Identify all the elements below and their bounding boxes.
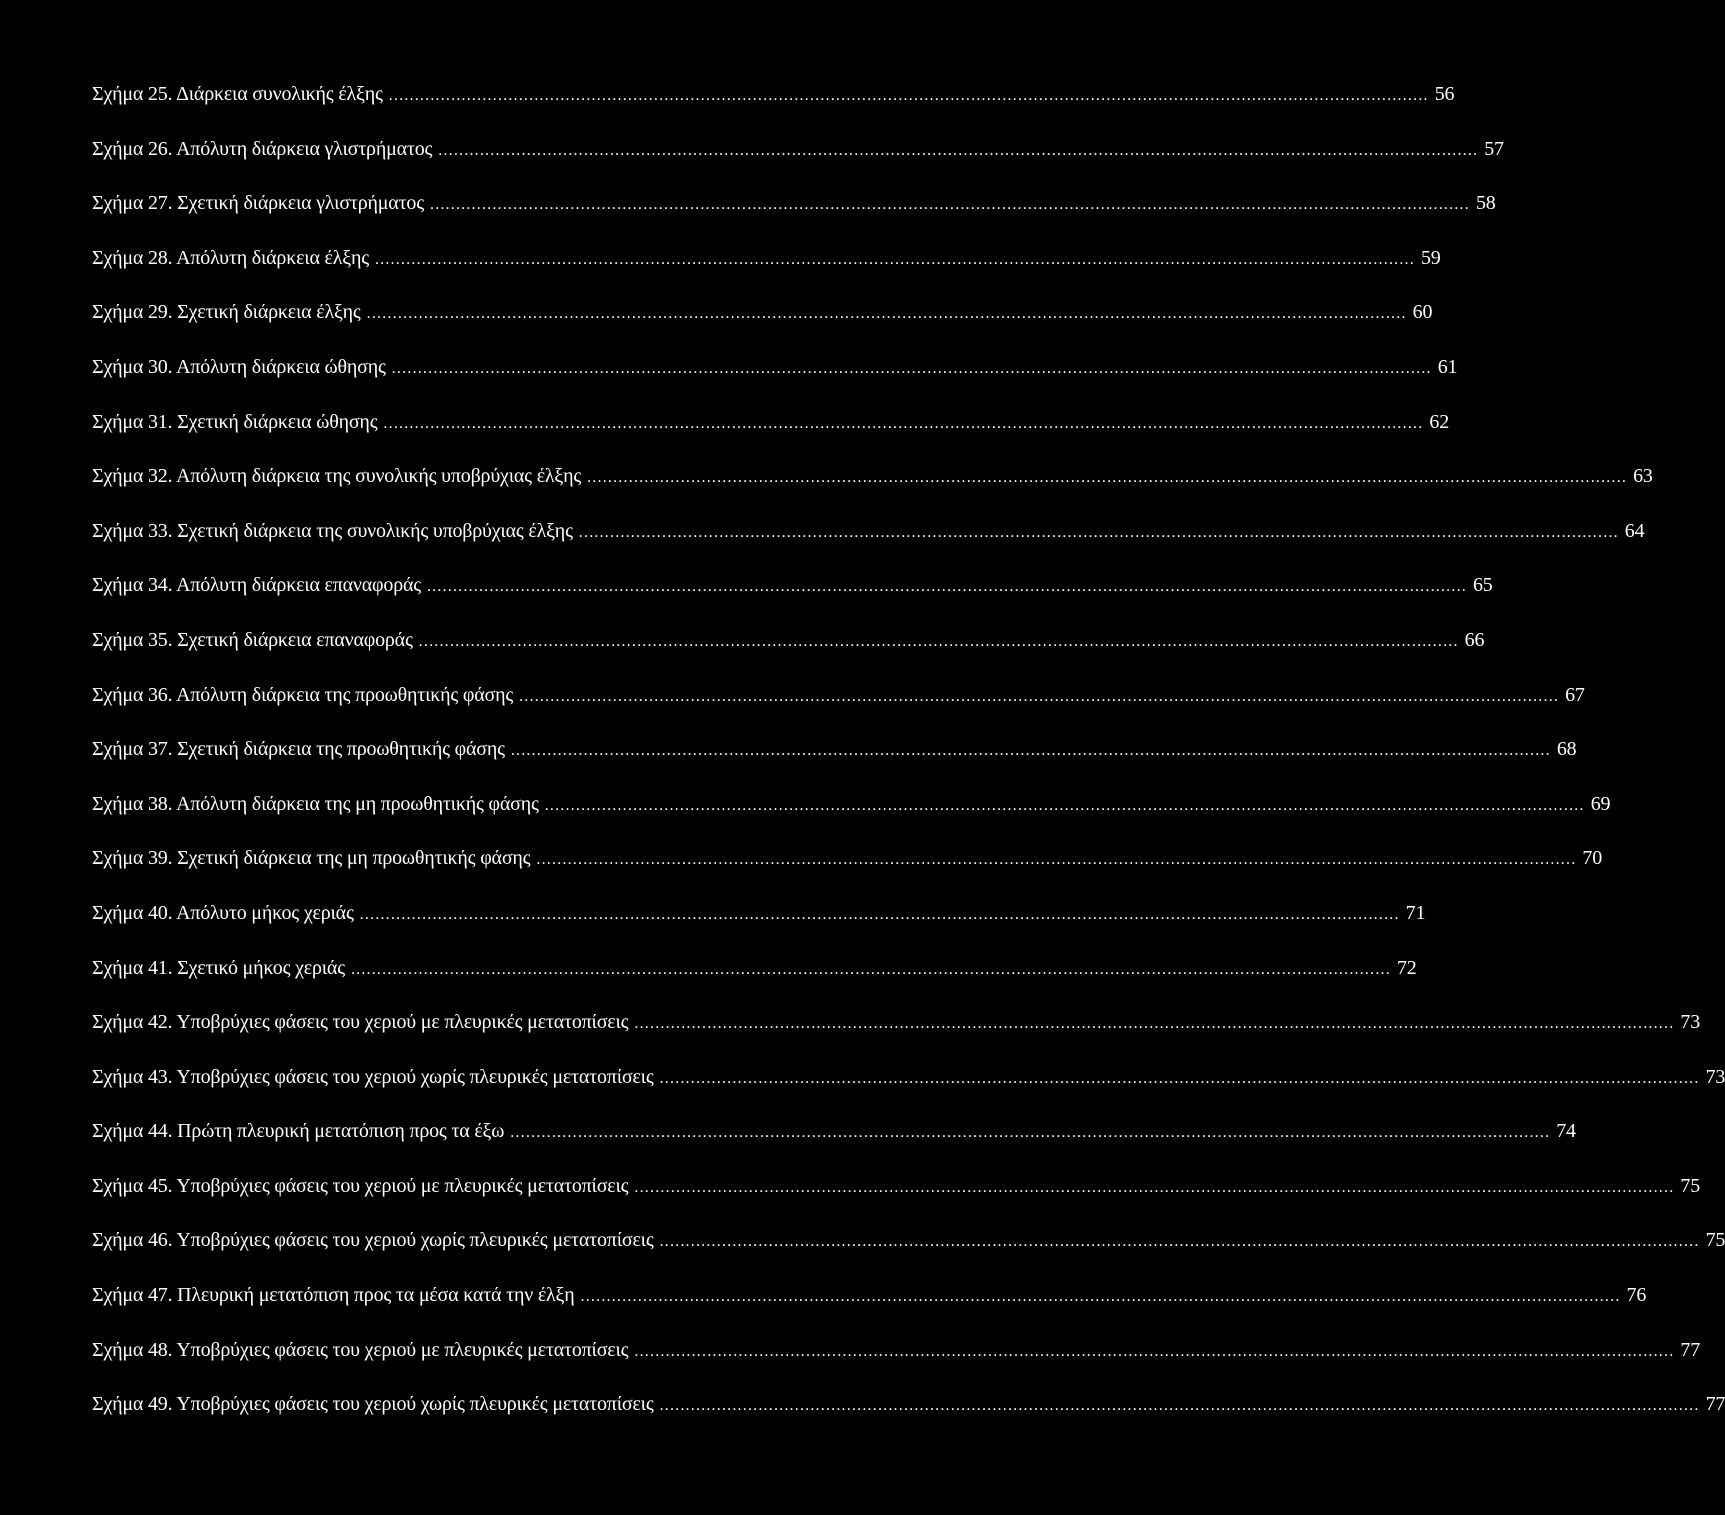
toc-entry-label: Σχήμα 42. Υποβρύχιες φάσεις του χεριού με πλευρικές μετατοπίσεις (92, 1011, 629, 1034)
toc-entry-page-number: 75 (1705, 1229, 1725, 1252)
toc-entry-page-number: 61 (1437, 355, 1458, 378)
toc-entry-label: Σχήμα 27. Σχετική διάρκεια γλιστρήματος (92, 192, 424, 215)
toc-entry[interactable] (92, 1174, 1701, 1230)
toc-entry-label: Σχήμα 45. Υποβρύχιες φάσεις του χεριού με πλευρικές μετατοπίσεις (92, 1174, 629, 1197)
toc-entry-label: Σχήμα 35. Σχετική διάρκεια επαναφοράς (92, 628, 413, 651)
toc-entry[interactable] (92, 956, 1417, 1012)
dot-leader: ........................................................................................................................................................................................................ (510, 742, 1551, 760)
toc-entry[interactable] (92, 465, 1653, 520)
toc-entry[interactable] (92, 1284, 1647, 1339)
toc-entry-label: Σχήμα 28. Απόλυτη διάρκεια έλξης (92, 246, 369, 269)
toc-entry-page-number: 67 (1565, 683, 1585, 706)
toc-entry-label: Σχήμα 37. Σχετική διάρκεια της προωθητικής φάσης (92, 738, 505, 761)
toc-entry[interactable] (92, 683, 1585, 739)
toc-entry-page-number: 69 (1590, 792, 1611, 815)
toc-entry-label: Σχήμα 47. Πλευρική μετατόπιση προς τα μέσα κατά την έλξη (92, 1284, 575, 1307)
dot-leader: ........................................................................................................................................................................................................ (587, 469, 1628, 487)
toc-entry-label: Σχήμα 44. Πρώτη πλευρική μετατόπιση προς τα έξω (92, 1120, 505, 1143)
toc-entry-page-number: 77 (1680, 1338, 1701, 1361)
toc-entry[interactable] (92, 1229, 1725, 1284)
dot-leader: ........................................................................................................................................................................................................ (388, 87, 1429, 104)
toc-entry[interactable] (92, 1393, 1725, 1448)
dot-leader: ........................................................................................................................................................................................................ (438, 141, 1479, 159)
toc-entry[interactable] (92, 1065, 1725, 1121)
toc-entry[interactable] (92, 246, 1441, 302)
toc-entry-page-number: 68 (1556, 738, 1577, 761)
dot-leader: ........................................................................................................................................................................................................ (510, 1124, 1551, 1142)
toc-entry[interactable] (92, 519, 1645, 575)
toc-entry-label: Σχήμα 34. Απόλυτη διάρκεια επαναφοράς (92, 574, 421, 597)
toc-entry-label: Σχήμα 36. Απόλυτη διάρκεια της προωθητικής φάσης (92, 683, 514, 706)
dot-leader: ........................................................................................................................................................................................................ (350, 960, 1391, 978)
toc-entry[interactable] (92, 628, 1485, 684)
toc-entry[interactable] (92, 847, 1602, 902)
dot-leader: ........................................................................................................................................................................................................ (391, 359, 1432, 377)
toc-entry-page-number: 74 (1556, 1120, 1576, 1143)
dot-leader: ........................................................................................................................................................................................................ (659, 1233, 1700, 1251)
toc-entry-page-number: 58 (1475, 192, 1496, 215)
toc-entry-label: Σχήμα 48. Υποβρύχιες φάσεις του χεριού με πλευρικές μετατοπίσεις (92, 1338, 629, 1361)
toc-entry-page-number: 63 (1633, 465, 1653, 488)
dot-leader: ........................................................................................................................................................................................................ (426, 578, 1467, 596)
toc-entry[interactable] (92, 1120, 1576, 1175)
toc-entry-page-number: 66 (1464, 628, 1485, 651)
toc-entry-label: Σχήμα 25. Διάρκεια συνολικής έλξης (92, 83, 383, 105)
toc-entry-page-number: 60 (1412, 301, 1433, 324)
dot-leader: ........................................................................................................................................................................................................ (634, 1342, 1675, 1360)
list-of-figures (92, 83, 1725, 1448)
toc-entry[interactable] (92, 410, 1450, 466)
dot-leader: ........................................................................................................................................................................................................ (519, 687, 1560, 705)
toc-entry-page-number: 73 (1705, 1065, 1725, 1088)
toc-entry-page-number: 71 (1405, 901, 1426, 924)
dot-leader: ........................................................................................................................................................................................................ (374, 250, 1415, 268)
toc-entry-page-number: 75 (1680, 1174, 1701, 1197)
toc-entry-label: Σχήμα 40. Απόλυτο μήκος χεριάς (92, 901, 354, 924)
toc-entry-page-number: 62 (1429, 410, 1450, 433)
dot-leader: ........................................................................................................................................................................................................ (383, 414, 1424, 432)
toc-entry[interactable] (92, 137, 1504, 193)
toc-entry[interactable] (92, 355, 1458, 411)
toc-entry[interactable] (92, 301, 1433, 356)
dot-leader: ........................................................................................................................................................................................................ (366, 305, 1407, 323)
dot-leader: ........................................................................................................................................................................................................ (580, 1288, 1621, 1306)
toc-entry-label: Σχήμα 46. Υποβρύχιες φάσεις του χεριού χωρίς πλευρικές μετατοπίσεις (92, 1229, 654, 1252)
toc-entry-page-number: 70 (1582, 847, 1602, 870)
toc-entry[interactable] (92, 1011, 1701, 1066)
dot-leader: ........................................................................................................................................................................................................ (359, 905, 1400, 923)
toc-entry-page-number: 65 (1472, 574, 1493, 597)
toc-entry-label: Σχήμα 41. Σχετικό μήκος χεριάς (92, 956, 345, 979)
dot-leader: ........................................................................................................................................................................................................ (659, 1397, 1700, 1415)
toc-entry-page-number: 77 (1705, 1393, 1725, 1416)
dot-leader: ........................................................................................................................................................................................................ (418, 632, 1459, 650)
dot-leader: ........................................................................................................................................................................................................ (429, 196, 1470, 214)
toc-entry-page-number: 73 (1680, 1011, 1701, 1034)
toc-entry-label: Σχήμα 38. Απόλυτη διάρκεια της μη προωθητικής φάσης (92, 792, 539, 815)
toc-entry[interactable] (92, 192, 1496, 247)
toc-entry-label: Σχήμα 43. Υποβρύχιες φάσεις του χεριού χωρίς πλευρικές μετατοπίσεις (92, 1065, 654, 1088)
toc-entry[interactable] (92, 1338, 1701, 1394)
toc-entry-label: Σχήμα 39. Σχετική διάρκεια της μη προωθητικής φάσης (92, 847, 531, 870)
dot-leader: ........................................................................................................................................................................................................ (634, 1178, 1675, 1196)
dot-leader: ........................................................................................................................................................................................................ (578, 523, 1619, 541)
toc-entry-page-number: 57 (1484, 137, 1504, 160)
toc-entry[interactable] (92, 792, 1611, 848)
toc-entry-label: Σχήμα 31. Σχετική διάρκεια ώθησης (92, 410, 378, 433)
toc-entry-label: Σχήμα 29. Σχετική διάρκεια έλξης (92, 301, 361, 324)
toc-entry-page-number: 56 (1434, 83, 1455, 105)
toc-entry[interactable] (92, 574, 1493, 629)
toc-entry-page-number: 76 (1626, 1284, 1647, 1307)
dot-leader: ........................................................................................................................................................................................................ (659, 1069, 1700, 1087)
dot-leader: ........................................................................................................................................................................................................ (634, 1015, 1675, 1033)
dot-leader: ........................................................................................................................................................................................................ (544, 796, 1585, 814)
toc-entry-page-number: 72 (1396, 956, 1417, 979)
toc-entry-label: Σχήμα 32. Απόλυτη διάρκεια της συνολικής υποβρύχιας έλξης (92, 465, 582, 488)
toc-entry[interactable] (92, 83, 1455, 138)
toc-entry-label: Σχήμα 49. Υποβρύχιες φάσεις του χεριού χωρίς πλευρικές μετατοπίσεις (92, 1393, 654, 1416)
toc-entry-page-number: 64 (1624, 519, 1645, 542)
toc-entry-label: Σχήμα 30. Απόλυτη διάρκεια ώθησης (92, 355, 386, 378)
toc-entry[interactable] (92, 901, 1426, 957)
dot-leader: ........................................................................................................................................................................................................ (536, 851, 1577, 869)
toc-entry[interactable] (92, 738, 1577, 793)
toc-entry-label: Σχήμα 33. Σχετική διάρκεια της συνολικής υποβρύχιας έλξης (92, 519, 573, 542)
toc-entry-label: Σχήμα 26. Απόλυτη διάρκεια γλιστρήματος (92, 137, 433, 160)
toc-entry-page-number: 59 (1420, 246, 1441, 269)
